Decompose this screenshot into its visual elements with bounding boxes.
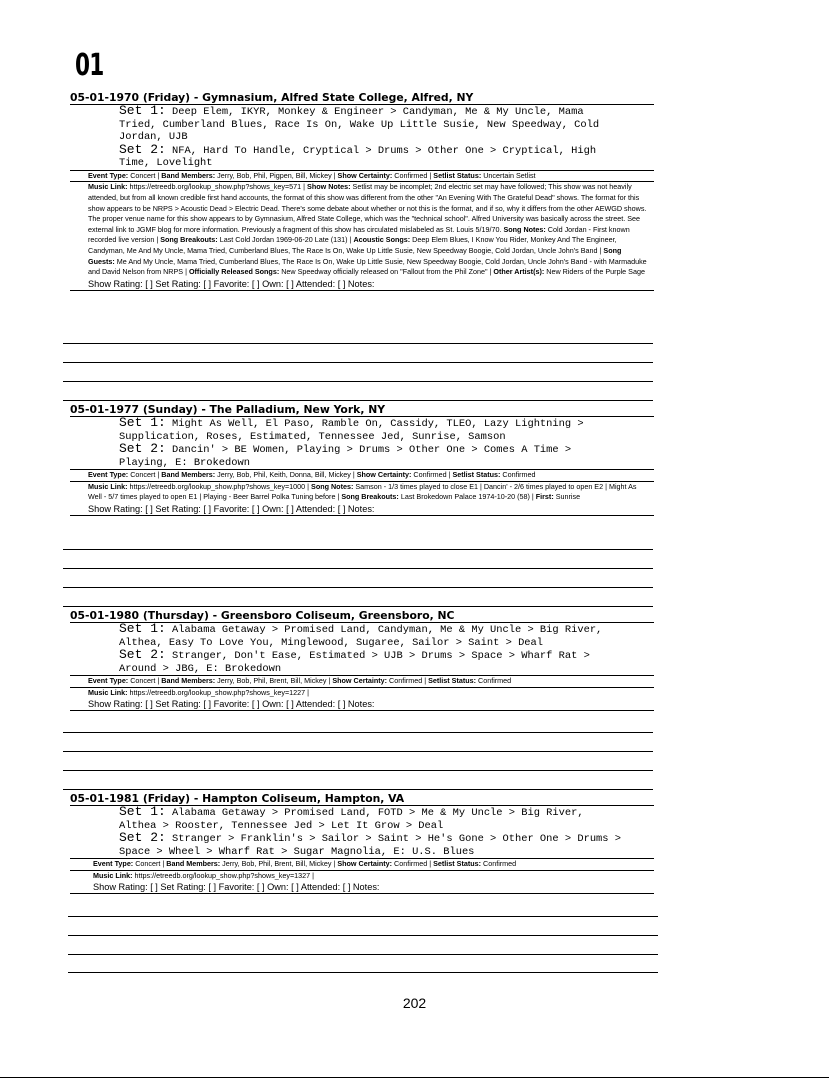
rating-row: Show Rating: [ ] Set Rating: [ ] Favorite: [ ] Own: [ ] Attended: [ ] Notes: xyxy=(70,278,654,291)
show-notes: Music Link: https://etreedb.org/lookup_show.php?shows_key=1227 | xyxy=(88,687,310,697)
set-songs: Stranger > Franklin's > Sailor > Saint > He's Gone > Other One > Drums > xyxy=(165,833,621,846)
show-entry xyxy=(70,403,654,516)
setlist-line xyxy=(119,443,654,457)
notes-line xyxy=(63,789,653,790)
show-notes: Music Link: https://etreedb.org/lookup_show.php?shows_key=1000 | Song Notes: Samson - 1/3 times played to close E1 | Dancin' - 2/6 times played to open E2 | Might As Well - 5/7 times played to open E1 | Playing - Beer Barrel Polka Tuning before | Song Breakouts: Last Brokedown Palace 1974-10-20 (58) | First: Sunrise xyxy=(88,481,637,502)
rating-row: Show Rating: [ ] Set Rating: [ ] Favorite: [ ] Own: [ ] Attended: [ ] Notes: xyxy=(70,881,654,894)
notes-line xyxy=(63,400,653,401)
setlist-line xyxy=(119,131,654,144)
set-songs: Stranger, Don't Ease, Estimated > UJB > Drums > Space > Wharf Rat > xyxy=(165,650,590,663)
show-notes: Music Link: https://etreedb.org/lookup_show.php?shows_key=571 | Show Notes: Setlist may be incomplet; 2nd electric set may have followed; This show was not heavily attended, but from all known credible first hand accounts, the format of this show was different from the other "An Evening With The Grateful Dead" shows. The format for this show appears to be NRPS > Acoustic Dead > Electric Dead. There's some debate about whether or not this is the format, and if so, why it differs from the other AEWGD shows. The proper venue name for this show appears to by Gymnasium, Alfred State College, which was the "technical school". Alfred University was basically across the street. See external link to JGMF blog for more information. Previously a fragment of this show has circulated mislabeled as St. Louis 5/19/70. Song Notes: Cold Jordan - First known recorded live version | Song Breakouts: Last Cold Jordan 1969-06-20 Late (131) | Acoustic Songs: Deep Elem Blues, I Know You Rider, Monkey And The Engineer, Candyman, Me And My Uncle, Mama Tried, Cumberland Blues, The Race Is On, Wake Up Little Susie, New Speedway Boogie, Cold Jordan, Uncle John's Band | Song Guests: Me And My Uncle, Mama Tried, Cumberland Blues, The Race Is On, Wake Up Little Susie, New Speedway Boogie, Cold Jordan, Uncle John's Band - with Marmaduke and David Nelson from NRPS | Officially Released Songs: New Speedway officially released on "Fallout from the Phil Zone" | Other Artist(s): New Riders of the Purple Sage xyxy=(88,182,647,277)
setlist-line xyxy=(119,637,654,650)
setlist-line xyxy=(119,141,654,158)
set-songs: Might As Well, El Paso, Ramble On, Cassidy, TLEO, Lazy Lightning > xyxy=(165,418,584,430)
setlist-line xyxy=(119,832,654,846)
set-label: Set 1: xyxy=(119,415,166,430)
set-songs: Playing, E: Brokedown xyxy=(119,456,250,469)
event-meta: Event Type: Concert | Band Members: Jerry, Bob, Phil, Brent, Bill, Mickey | Show Certainty: Confirmed | Setlist Status: Confirmed xyxy=(70,675,654,688)
setlist xyxy=(70,105,654,170)
event-meta: Event Type: Concert | Band Members: Jerry, Bob, Phil, Brent, Bill, Mickey | Show Certainty: Confirmed | Setlist Status: Confirmed xyxy=(70,858,654,871)
notes-line xyxy=(63,343,653,344)
show-title: 05-01-1970 (Friday) - Gymnasium, Alfred State College, Alfred, NY xyxy=(70,91,654,105)
notes-line xyxy=(68,916,658,917)
set-songs: Tried, Cumberland Blues, Race Is On, Wake Up Little Susie, New Speedway, Cold xyxy=(119,118,600,131)
set-songs: Time, Lovelight xyxy=(119,157,213,170)
set-songs: Althea > Rooster, Tennessee Jed > Let It Grow > Deal xyxy=(119,819,444,832)
notes-line xyxy=(68,935,658,936)
set-label: Set 2: xyxy=(119,647,166,663)
notes-line xyxy=(63,381,653,382)
notes-line xyxy=(68,972,658,973)
set-label: Set 1: xyxy=(119,103,166,118)
rating-row: Show Rating: [ ] Set Rating: [ ] Favorite: [ ] Own: [ ] Attended: [ ] Notes: xyxy=(70,503,654,516)
set-songs: Around > JBG, E: Brokedown xyxy=(119,662,282,675)
page-bottom-rule xyxy=(0,1077,829,1078)
setlist-line xyxy=(119,119,654,132)
setlist-line xyxy=(119,417,654,431)
set-songs: Space > Wheel > Wharf Rat > Sugar Magnolia, E: U.S. Blues xyxy=(119,845,475,858)
set-songs: NFA, Hard To Handle, Cryptical > Drums > Other One > Cryptical, High xyxy=(165,144,597,157)
setlist-line xyxy=(119,157,654,170)
rating-row: Show Rating: [ ] Set Rating: [ ] Favorite: [ ] Own: [ ] Attended: [ ] Notes: xyxy=(70,698,654,711)
notes-line xyxy=(63,770,653,771)
setlist-line xyxy=(119,846,654,859)
notes-line xyxy=(63,587,653,588)
show-entry xyxy=(70,91,654,291)
page-number: 202 xyxy=(402,995,427,1011)
set-songs: Supplication, Roses, Estimated, Tennessee Jed, Sunrise, Samson xyxy=(119,430,506,443)
set-songs: Jordan, UJB xyxy=(119,131,188,144)
setlist xyxy=(70,806,654,858)
setlist-line xyxy=(119,649,654,663)
set-label: Set 1: xyxy=(119,804,166,819)
set-songs: Alabama Getaway > Promised Land, Candyman, Me & My Uncle > Big River, xyxy=(165,624,603,636)
set-label: Set 2: xyxy=(119,830,166,846)
set-songs: Deep Elem, IKYR, Monkey & Engineer > Candyman, Me & My Uncle, Mama xyxy=(165,106,584,118)
show-title: 05-01-1977 (Sunday) - The Palladium, New York, NY xyxy=(70,403,654,417)
notes-line xyxy=(68,954,658,955)
set-songs: Dancin' > BE Women, Playing > Drums > Other One > Comes A Time > xyxy=(165,444,572,457)
set-songs: Alabama Getaway > Promised Land, FOTD > Me & My Uncle > Big River, xyxy=(165,807,584,819)
setlist-line xyxy=(119,457,654,470)
set-songs: Althea, Easy To Love You, Minglewood, Sugaree, Sailor > Saint > Deal xyxy=(119,636,544,649)
setlist-line xyxy=(119,663,654,676)
setlist-line xyxy=(119,431,654,444)
show-entry xyxy=(70,792,654,894)
day-number: 01 xyxy=(75,48,104,83)
notes-line xyxy=(63,549,653,550)
show-notes: Music Link: https://etreedb.org/lookup_show.php?shows_key=1327 | xyxy=(93,870,315,880)
event-meta: Event Type: Concert | Band Members: Jerry, Bob, Phil, Pigpen, Bill, Mickey | Show Certainty: Confirmed | Setlist Status: Uncertain Setlist xyxy=(70,170,654,183)
set-label: Set 2: xyxy=(119,141,166,157)
notes-line xyxy=(63,732,653,733)
notes-line xyxy=(63,751,653,752)
setlist-line xyxy=(119,820,654,833)
setlist xyxy=(70,623,654,675)
notes-line xyxy=(63,606,653,607)
event-meta: Event Type: Concert | Band Members: Jerry, Bob, Phil, Keith, Donna, Bill, Mickey | Show Certainty: Confirmed | Setlist Status: Confirmed xyxy=(70,469,654,482)
notes-line xyxy=(63,568,653,569)
show-entry xyxy=(70,609,654,711)
show-title: 05-01-1981 (Friday) - Hampton Coliseum, Hampton, VA xyxy=(70,792,654,806)
setlist-line xyxy=(119,806,654,820)
show-title: 05-01-1980 (Thursday) - Greensboro Coliseum, Greensboro, NC xyxy=(70,609,654,623)
setlist-line xyxy=(119,623,654,637)
notes-line xyxy=(63,362,653,363)
setlist xyxy=(70,417,654,469)
set-label: Set 1: xyxy=(119,621,166,636)
set-label: Set 2: xyxy=(119,441,166,457)
setlist-line xyxy=(119,105,654,119)
